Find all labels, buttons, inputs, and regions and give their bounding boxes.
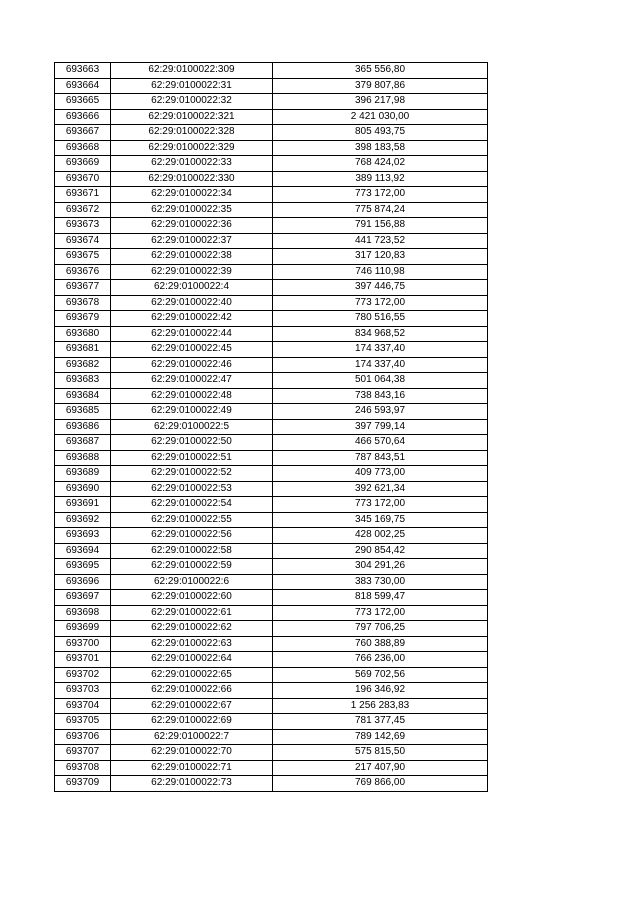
cadastral-value-cell: 317 120,83 xyxy=(273,249,488,265)
cadastral-value-cell: 304 291,26 xyxy=(273,559,488,575)
row-number-cell: 693676 xyxy=(55,264,111,280)
cadastral-number-cell: 62:29:0100022:54 xyxy=(111,497,273,513)
table-row xyxy=(55,714,488,730)
cadastral-value-cell: 766 236,00 xyxy=(273,652,488,668)
table-row xyxy=(55,497,488,513)
cadastral-value-cell: 428 002,25 xyxy=(273,528,488,544)
row-number-cell: 693695 xyxy=(55,559,111,575)
cadastral-value-cell: 392 621,34 xyxy=(273,481,488,497)
cadastral-value-cell: 196 346,92 xyxy=(273,683,488,699)
cadastral-number-cell: 62:29:0100022:7 xyxy=(111,729,273,745)
row-number-cell: 693693 xyxy=(55,528,111,544)
table-row xyxy=(55,776,488,792)
cadastral-value-cell: 396 217,98 xyxy=(273,94,488,110)
row-number-cell: 693703 xyxy=(55,683,111,699)
cadastral-value-cell: 789 142,69 xyxy=(273,729,488,745)
row-number-cell: 693699 xyxy=(55,621,111,637)
row-number-cell: 693670 xyxy=(55,171,111,187)
cadastral-number-cell: 62:29:0100022:52 xyxy=(111,466,273,482)
cadastral-value-cell: 398 183,58 xyxy=(273,140,488,156)
table-row xyxy=(55,590,488,606)
cadastral-number-cell: 62:29:0100022:73 xyxy=(111,776,273,792)
row-number-cell: 693680 xyxy=(55,326,111,342)
cadastral-number-cell: 62:29:0100022:64 xyxy=(111,652,273,668)
row-number-cell: 693702 xyxy=(55,667,111,683)
cadastral-number-cell: 62:29:0100022:67 xyxy=(111,698,273,714)
table-row xyxy=(55,621,488,637)
cadastral-value-cell: 797 706,25 xyxy=(273,621,488,637)
table-row xyxy=(55,94,488,110)
cadastral-number-cell: 62:29:0100022:59 xyxy=(111,559,273,575)
cadastral-number-cell: 62:29:0100022:37 xyxy=(111,233,273,249)
cadastral-value-cell: 834 968,52 xyxy=(273,326,488,342)
row-number-cell: 693681 xyxy=(55,342,111,358)
cadastral-number-cell: 62:29:0100022:309 xyxy=(111,63,273,79)
cadastral-number-cell: 62:29:0100022:60 xyxy=(111,590,273,606)
row-number-cell: 693678 xyxy=(55,295,111,311)
table-row xyxy=(55,466,488,482)
table-row xyxy=(55,760,488,776)
cadastral-value-cell: 290 854,42 xyxy=(273,543,488,559)
row-number-cell: 693665 xyxy=(55,94,111,110)
table-row xyxy=(55,559,488,575)
cadastral-value-cell: 397 446,75 xyxy=(273,280,488,296)
table-row xyxy=(55,652,488,668)
table-row xyxy=(55,202,488,218)
cadastral-number-cell: 62:29:0100022:4 xyxy=(111,280,273,296)
cadastral-number-cell: 62:29:0100022:45 xyxy=(111,342,273,358)
table-row xyxy=(55,156,488,172)
cadastral-value-cell: 738 843,16 xyxy=(273,388,488,404)
cadastral-number-cell: 62:29:0100022:46 xyxy=(111,357,273,373)
cadastral-number-cell: 62:29:0100022:40 xyxy=(111,295,273,311)
cadastral-value-cell: 818 599,47 xyxy=(273,590,488,606)
cadastral-value-cell: 217 407,90 xyxy=(273,760,488,776)
row-number-cell: 693706 xyxy=(55,729,111,745)
table-row xyxy=(55,264,488,280)
row-number-cell: 693686 xyxy=(55,419,111,435)
row-number-cell: 693675 xyxy=(55,249,111,265)
cadastral-number-cell: 62:29:0100022:61 xyxy=(111,605,273,621)
cadastral-number-cell: 62:29:0100022:58 xyxy=(111,543,273,559)
cadastral-number-cell: 62:29:0100022:321 xyxy=(111,109,273,125)
cadastral-value-cell: 389 113,92 xyxy=(273,171,488,187)
row-number-cell: 693687 xyxy=(55,435,111,451)
table-row xyxy=(55,326,488,342)
table-row xyxy=(55,373,488,389)
cadastral-value-cell: 780 516,55 xyxy=(273,311,488,327)
cadastral-value-cell: 501 064,38 xyxy=(273,373,488,389)
cadastral-value-cell: 773 172,00 xyxy=(273,497,488,513)
table-row xyxy=(55,419,488,435)
cadastral-value-cell: 773 172,00 xyxy=(273,295,488,311)
table-row xyxy=(55,218,488,234)
row-number-cell: 693697 xyxy=(55,590,111,606)
cadastral-value-cell: 174 337,40 xyxy=(273,357,488,373)
table-row xyxy=(55,512,488,528)
cadastral-value-cell: 760 388,89 xyxy=(273,636,488,652)
table-row xyxy=(55,605,488,621)
row-number-cell: 693701 xyxy=(55,652,111,668)
cadastral-value-cell: 781 377,45 xyxy=(273,714,488,730)
table-row xyxy=(55,280,488,296)
row-number-cell: 693663 xyxy=(55,63,111,79)
table-row xyxy=(55,745,488,761)
table-row xyxy=(55,683,488,699)
row-number-cell: 693667 xyxy=(55,125,111,141)
row-number-cell: 693709 xyxy=(55,776,111,792)
cadastral-number-cell: 62:29:0100022:32 xyxy=(111,94,273,110)
table-row xyxy=(55,140,488,156)
table-row xyxy=(55,388,488,404)
cadastral-number-cell: 62:29:0100022:51 xyxy=(111,450,273,466)
row-number-cell: 693692 xyxy=(55,512,111,528)
row-number-cell: 693673 xyxy=(55,218,111,234)
cadastral-number-cell: 62:29:0100022:44 xyxy=(111,326,273,342)
row-number-cell: 693705 xyxy=(55,714,111,730)
cadastral-number-cell: 62:29:0100022:66 xyxy=(111,683,273,699)
cadastral-value-cell: 569 702,56 xyxy=(273,667,488,683)
cadastral-number-cell: 62:29:0100022:31 xyxy=(111,78,273,94)
cadastral-value-cell: 466 570,64 xyxy=(273,435,488,451)
cadastral-number-cell: 62:29:0100022:328 xyxy=(111,125,273,141)
cadastral-number-cell: 62:29:0100022:63 xyxy=(111,636,273,652)
cadastral-value-cell: 409 773,00 xyxy=(273,466,488,482)
cadastral-value-cell: 787 843,51 xyxy=(273,450,488,466)
table-row xyxy=(55,435,488,451)
cadastral-number-cell: 62:29:0100022:70 xyxy=(111,745,273,761)
cadastral-number-cell: 62:29:0100022:42 xyxy=(111,311,273,327)
row-number-cell: 693664 xyxy=(55,78,111,94)
cadastral-number-cell: 62:29:0100022:33 xyxy=(111,156,273,172)
row-number-cell: 693708 xyxy=(55,760,111,776)
table-row xyxy=(55,450,488,466)
table-row xyxy=(55,187,488,203)
cadastral-value-cell: 769 866,00 xyxy=(273,776,488,792)
table-row xyxy=(55,357,488,373)
cadastral-value-cell: 246 593,97 xyxy=(273,404,488,420)
cadastral-number-cell: 62:29:0100022:330 xyxy=(111,171,273,187)
row-number-cell: 693700 xyxy=(55,636,111,652)
table-row xyxy=(55,729,488,745)
table-row xyxy=(55,528,488,544)
cadastral-number-cell: 62:29:0100022:35 xyxy=(111,202,273,218)
table-row xyxy=(55,171,488,187)
cadastral-value-cell: 773 172,00 xyxy=(273,605,488,621)
cadastral-value-cell: 397 799,14 xyxy=(273,419,488,435)
table-row xyxy=(55,404,488,420)
table-row xyxy=(55,636,488,652)
cadastral-value-cell: 365 556,80 xyxy=(273,63,488,79)
table-row xyxy=(55,574,488,590)
cadastral-value-cell: 791 156,88 xyxy=(273,218,488,234)
row-number-cell: 693698 xyxy=(55,605,111,621)
table-row xyxy=(55,233,488,249)
row-number-cell: 693679 xyxy=(55,311,111,327)
cadastral-value-cell: 805 493,75 xyxy=(273,125,488,141)
row-number-cell: 693684 xyxy=(55,388,111,404)
row-number-cell: 693683 xyxy=(55,373,111,389)
cadastral-value-cell: 775 874,24 xyxy=(273,202,488,218)
cadastral-value-cell: 746 110,98 xyxy=(273,264,488,280)
row-number-cell: 693685 xyxy=(55,404,111,420)
cadastral-number-cell: 62:29:0100022:65 xyxy=(111,667,273,683)
cadastral-number-cell: 62:29:0100022:39 xyxy=(111,264,273,280)
row-number-cell: 693677 xyxy=(55,280,111,296)
cadastral-value-cell: 379 807,86 xyxy=(273,78,488,94)
cadastral-number-cell: 62:29:0100022:53 xyxy=(111,481,273,497)
table-row xyxy=(55,698,488,714)
cadastral-value-cell: 383 730,00 xyxy=(273,574,488,590)
table-row xyxy=(55,249,488,265)
row-number-cell: 693696 xyxy=(55,574,111,590)
row-number-cell: 693674 xyxy=(55,233,111,249)
row-number-cell: 693672 xyxy=(55,202,111,218)
cadastral-number-cell: 62:29:0100022:48 xyxy=(111,388,273,404)
table-row xyxy=(55,109,488,125)
cadastral-number-cell: 62:29:0100022:49 xyxy=(111,404,273,420)
cadastral-value-cell: 2 421 030,00 xyxy=(273,109,488,125)
cadastral-number-cell: 62:29:0100022:69 xyxy=(111,714,273,730)
table-row xyxy=(55,342,488,358)
cadastral-value-cell: 575 815,50 xyxy=(273,745,488,761)
cadastral-number-cell: 62:29:0100022:56 xyxy=(111,528,273,544)
row-number-cell: 693666 xyxy=(55,109,111,125)
cadastral-number-cell: 62:29:0100022:38 xyxy=(111,249,273,265)
row-number-cell: 693689 xyxy=(55,466,111,482)
cadastral-value-cell: 174 337,40 xyxy=(273,342,488,358)
table-row xyxy=(55,125,488,141)
row-number-cell: 693669 xyxy=(55,156,111,172)
table-body xyxy=(55,63,488,792)
cadastral-value-cell: 1 256 283,83 xyxy=(273,698,488,714)
cadastral-number-cell: 62:29:0100022:71 xyxy=(111,760,273,776)
cadastral-number-cell: 62:29:0100022:5 xyxy=(111,419,273,435)
table-row xyxy=(55,667,488,683)
row-number-cell: 693691 xyxy=(55,497,111,513)
row-number-cell: 693690 xyxy=(55,481,111,497)
cadastral-number-cell: 62:29:0100022:55 xyxy=(111,512,273,528)
table-row xyxy=(55,543,488,559)
table-row xyxy=(55,78,488,94)
cadastral-value-table xyxy=(54,62,488,792)
row-number-cell: 693668 xyxy=(55,140,111,156)
cadastral-value-cell: 768 424,02 xyxy=(273,156,488,172)
row-number-cell: 693704 xyxy=(55,698,111,714)
cadastral-number-cell: 62:29:0100022:50 xyxy=(111,435,273,451)
cadastral-number-cell: 62:29:0100022:62 xyxy=(111,621,273,637)
row-number-cell: 693694 xyxy=(55,543,111,559)
table-row xyxy=(55,481,488,497)
cadastral-value-cell: 773 172,00 xyxy=(273,187,488,203)
cadastral-number-cell: 62:29:0100022:47 xyxy=(111,373,273,389)
cadastral-value-cell: 345 169,75 xyxy=(273,512,488,528)
cadastral-number-cell: 62:29:0100022:6 xyxy=(111,574,273,590)
table-row xyxy=(55,63,488,79)
row-number-cell: 693682 xyxy=(55,357,111,373)
row-number-cell: 693707 xyxy=(55,745,111,761)
cadastral-number-cell: 62:29:0100022:329 xyxy=(111,140,273,156)
cadastral-number-cell: 62:29:0100022:36 xyxy=(111,218,273,234)
row-number-cell: 693688 xyxy=(55,450,111,466)
cadastral-number-cell: 62:29:0100022:34 xyxy=(111,187,273,203)
cadastral-value-cell: 441 723,52 xyxy=(273,233,488,249)
table-row xyxy=(55,295,488,311)
row-number-cell: 693671 xyxy=(55,187,111,203)
table-row xyxy=(55,311,488,327)
